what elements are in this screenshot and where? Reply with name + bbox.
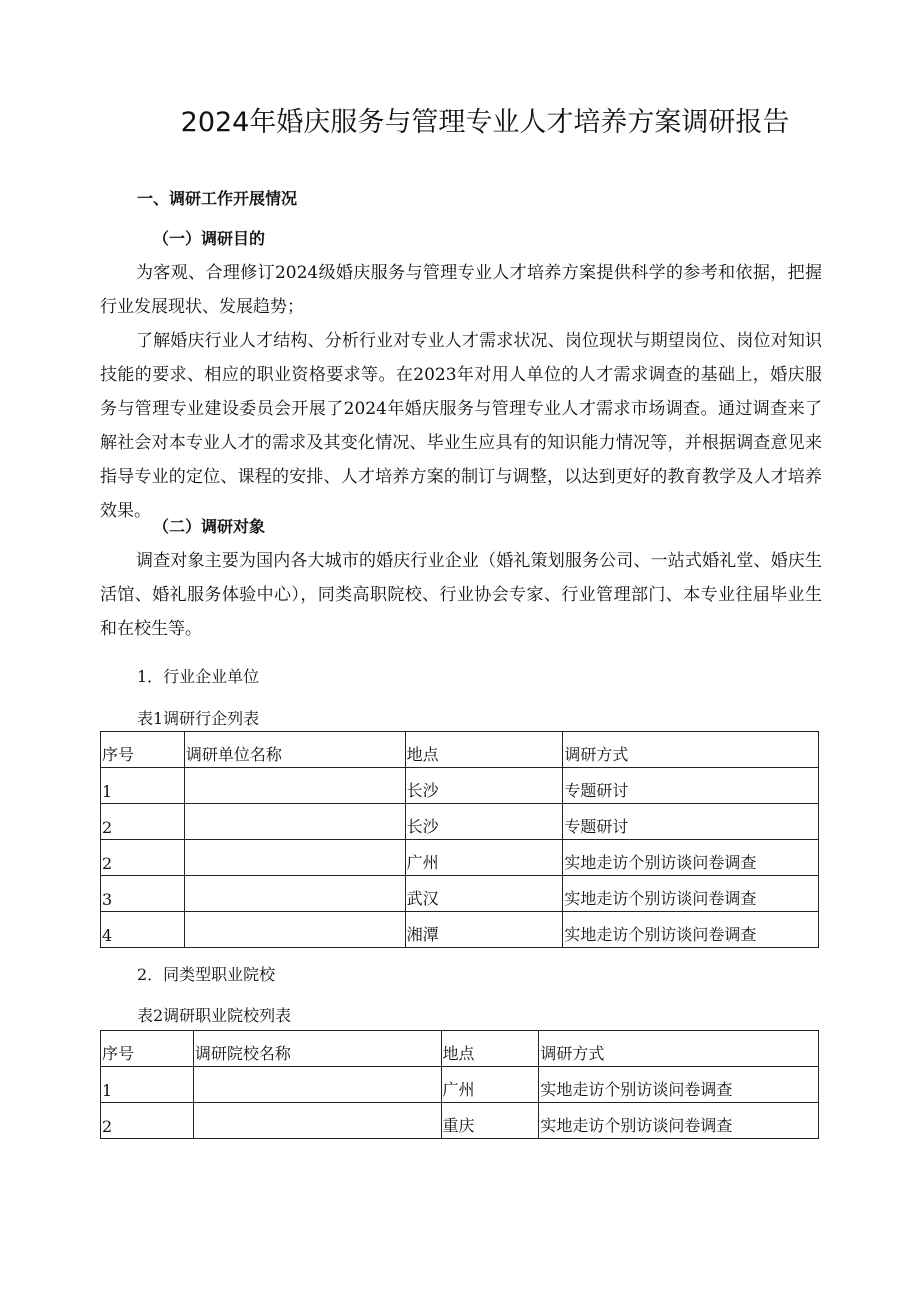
table-cell <box>184 912 405 948</box>
table-row <box>101 1067 819 1103</box>
table-cell: 4 <box>101 912 185 948</box>
header-cell: 调研方式 <box>563 732 819 768</box>
table-header-row <box>101 732 819 768</box>
table-cell: 1 <box>101 1067 194 1103</box>
table-cell: 武汉 <box>405 876 563 912</box>
header-cell: 序号 <box>101 732 185 768</box>
table-row <box>101 840 819 876</box>
college-table <box>100 1030 819 1139</box>
table2-caption: 表2调研职业院校列表 <box>137 1006 292 1025</box>
list-item-colleges: 2．同类型职业院校 <box>137 965 276 984</box>
header-cell: 地点 <box>405 732 563 768</box>
table-cell: 1 <box>101 768 185 804</box>
table-row <box>101 876 819 912</box>
table-cell <box>184 768 405 804</box>
table-cell: 重庆 <box>441 1103 539 1139</box>
table-cell: 长沙 <box>405 804 563 840</box>
paragraph-purpose-2: 了解婚庆行业人才结构、分析行业对专业人才需求状况、岗位现状与期望岗位、岗位对知识技能的要求、相应的职业资格要求等。在2023年对用人单位的人才需求调查的基础上，婚庆服务与管理专业建设委员会开展了2024年婚庆服务与管理专业人才需求市场调查。通过调查来了解社会对本专业人才的需求及其变化情况、毕业生应具有的知识能力情况等，并根据调查意见来指导专业的定位、课程的安排、人才培养方案的制订与调整，以达到更好的教育教学及人才培养效果。 <box>100 331 822 521</box>
table-cell: 实地走访个别访谈问卷调查 <box>563 840 819 876</box>
table-cell: 广州 <box>405 840 563 876</box>
subsection-heading-purpose: （一）调研目的 <box>153 229 266 248</box>
table-header-row <box>101 1031 819 1067</box>
table-cell: 实地走访个别访谈问卷调查 <box>563 912 819 948</box>
table-cell: 专题研讨 <box>563 768 819 804</box>
table-cell: 2 <box>101 840 185 876</box>
header-cell: 序号 <box>101 1031 194 1067</box>
table-cell <box>184 876 405 912</box>
table-row <box>101 768 819 804</box>
table-cell: 实地走访个别访谈问卷调查 <box>563 876 819 912</box>
subsection-heading-objects: （二）调研对象 <box>153 517 266 536</box>
paragraph-objects: 调查对象主要为国内各大城市的婚庆行业企业（婚礼策划服务公司、一站式婚礼堂、婚庆生活馆、婚礼服务体验中心），同类高职院校、行业协会专家、行业管理部门、本专业往届毕业生和在校生等。 <box>100 551 822 639</box>
table-cell: 2 <box>101 804 185 840</box>
header-cell: 调研院校名称 <box>193 1031 441 1067</box>
table-cell <box>193 1103 441 1139</box>
header-cell: 调研单位名称 <box>184 732 405 768</box>
table-cell: 广州 <box>441 1067 539 1103</box>
table-row <box>101 1103 819 1139</box>
paragraph-purpose-1: 为客观、合理修订2024级婚庆服务与管理专业人才培养方案提供科学的参考和依据，把握行业发展现状、发展趋势； <box>100 263 822 317</box>
table-cell: 实地走访个别访谈问卷调查 <box>539 1103 819 1139</box>
table-cell <box>184 804 405 840</box>
list-item-enterprises: 1．行业企业单位 <box>137 667 260 686</box>
section-heading-1: 一、调研工作开展情况 <box>137 189 298 208</box>
table-cell <box>193 1067 441 1103</box>
header-cell: 地点 <box>441 1031 539 1067</box>
table-cell: 湘潭 <box>405 912 563 948</box>
table-cell: 长沙 <box>405 768 563 804</box>
header-cell: 调研方式 <box>539 1031 819 1067</box>
table-row <box>101 804 819 840</box>
table-row <box>101 912 819 948</box>
table-cell: 2 <box>101 1103 194 1139</box>
table1-caption: 表1调研行企列表 <box>137 709 260 728</box>
page-title: 2024年婚庆服务与管理专业人才培养方案调研报告 <box>180 107 790 138</box>
table-cell: 实地走访个别访谈问卷调查 <box>539 1067 819 1103</box>
table-cell: 3 <box>101 876 185 912</box>
enterprise-table <box>100 731 819 948</box>
table-cell: 专题研讨 <box>563 804 819 840</box>
table-cell <box>184 840 405 876</box>
